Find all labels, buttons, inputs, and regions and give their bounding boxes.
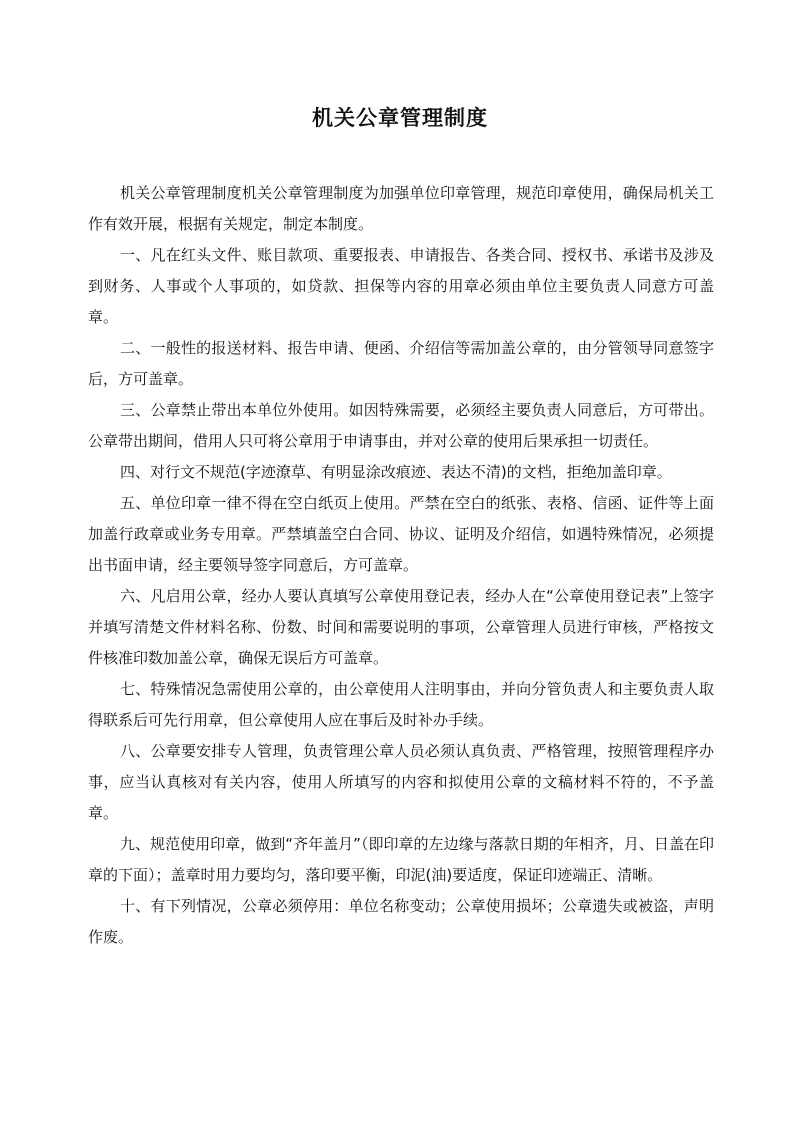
- rule-8-paragraph: 八、公章要安排专人管理，负责管理公章人员必须认真负责、严格管理，按照管理程序办事，应当认真核对有关内容，使用人所填写的内容和拟使用公章的文稿材料不符的，不予盖章。: [88, 742, 714, 822]
- intro-paragraph: 机关公章管理制度机关公章管理制度为加强单位印章管理，规范印章使用，确保局机关工作有效开展，根据有关规定，制定本制度。: [88, 184, 714, 233]
- rule-4-paragraph: 四、对行文不规范(字迹潦草、有明显涂改痕迹、表达不清)的文档，拒绝加盖印章。: [120, 463, 672, 481]
- document-title: 机关公章管理制度: [312, 106, 488, 130]
- rule-6-paragraph: 六、凡启用公章，经办人要认真填写公章使用登记表，经办人在“公章使用登记表”上签字并填写清楚文件材料名称、份数、时间和需要说明的事项，公章管理人员进行审核，严格按文件核准印数加盖公章，确保无误后方可盖章。: [88, 587, 714, 667]
- rule-10-paragraph: 十、有下列情况，公章必须停用：单位名称变动；公章使用损坏；公章遗失或被盗，声明作废。: [88, 897, 714, 946]
- rule-7-paragraph: 七、特殊情况急需使用公章的，由公章使用人注明事由，并向分管负责人和主要负责人取得联系后可先行用章，但公章使用人应在事后及时补办手续。: [88, 680, 714, 729]
- rule-1-paragraph: 一、凡在红头文件、账目款项、重要报表、申请报告、各类合同、授权书、承诺书及涉及到财务、人事或个人事项的，如贷款、担保等内容的用章必须由单位主要负责人同意方可盖章。: [88, 246, 714, 326]
- document-body: [88, 178, 714, 953]
- rule-9-paragraph: 九、规范使用印章，做到“齐年盖月”（即印章的左边缘与落款日期的年相齐，月、日盖在印章的下面）；盖章时用力要均匀，落印要平衡，印泥(油)要适度，保证印迹端正、清晰。: [88, 835, 714, 884]
- rule-2-paragraph: 二、一般性的报送材料、报告申请、便函、介绍信等需加盖公章的，由分管领导同意签字后，方可盖章。: [88, 339, 714, 388]
- rule-3-paragraph: 三、公章禁止带出本单位外使用。如因特殊需要，必须经主要负责人同意后，方可带出。公章带出期间，借用人只可将公章用于申请事由，并对公章的使用后果承担一切责任。: [88, 401, 714, 450]
- rule-5-paragraph: 五、单位印章一律不得在空白纸页上使用。严禁在空白的纸张、表格、信函、证件等上面加盖行政章或业务专用章。严禁填盖空白合同、协议、证明及介绍信，如遇特殊情况，必须提出书面申请，经主要领导签字同意后，方可盖章。: [88, 494, 714, 574]
